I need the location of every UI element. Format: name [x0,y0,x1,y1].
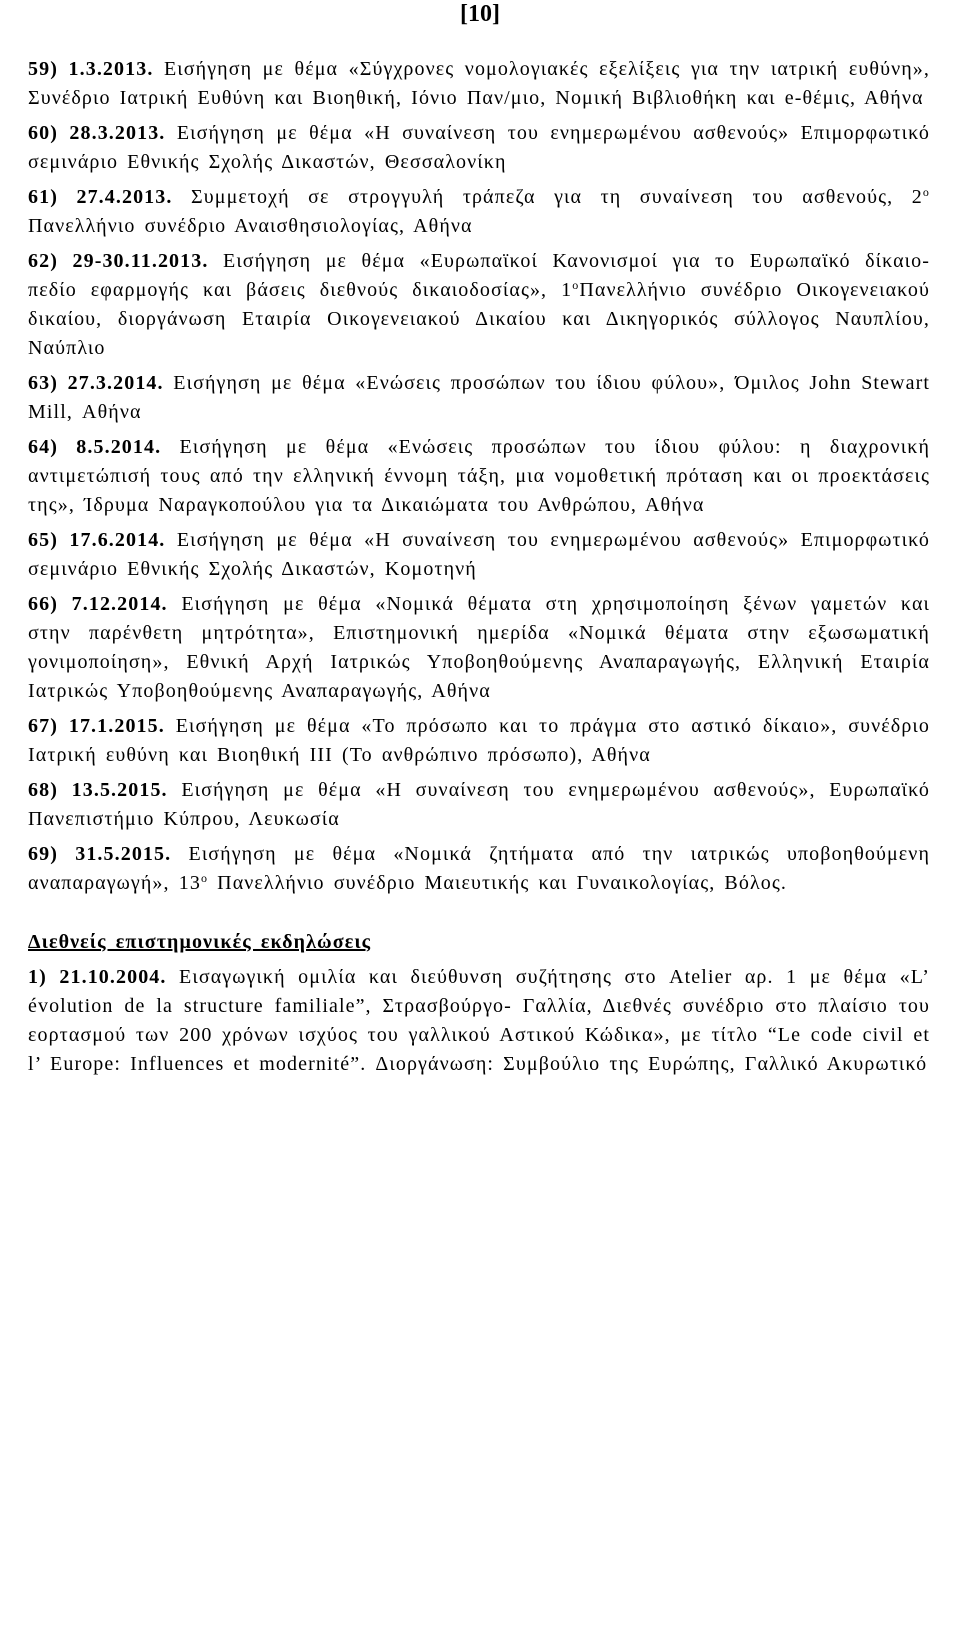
entry-number: 69) [28,843,58,865]
entry-number: 1) [28,966,47,988]
international-entry-1 [28,963,930,1079]
section-heading-international: Διεθνείς επιστημονικές εκδηλώσεις [28,931,372,953]
entry-text: Εισήγηση με θέμα «Νομικά ζητήματα από την ιατρικώς υποβοηθούμενη αναπαραγωγή», 13 [28,843,930,894]
entry-date: 8.5.2014. [76,436,162,458]
entry-text: Εισήγηση με θέμα «Ενώσεις προσώπων του ίδιου φύλου», Όμιλος John Stewart Mill, Αθήνα [28,372,930,423]
entry-number: 65) [28,529,58,551]
lecture-entry-65 [28,526,930,584]
lecture-entry-66 [28,590,930,706]
lecture-entry-69 [28,840,930,898]
entry-date: 28.3.2013. [69,122,166,144]
entry-number: 60) [28,122,58,144]
entry-text: Εισήγηση με θέμα «Η συναίνεση του ενημερωμένου ασθενούς», Ευρωπαϊκό Πανεπιστήμιο Κύπρου, Λευκωσία [28,779,930,830]
ordinal-superscript: ο [572,278,580,292]
lecture-entry-64 [28,433,930,520]
entry-date: 17.1.2015. [68,715,165,737]
ordinal-superscript: ο [200,871,209,885]
entry-text: Εισήγηση με θέμα «Η συναίνεση του ενημερωμένου ασθενούς» Επιμορφωτικό σεμινάριο Εθνικής Σχολής Δικαστών, Θεσσαλονίκη [28,122,930,173]
entry-date: 1.3.2013. [68,58,154,80]
lecture-entry-62 [28,247,930,363]
entry-text-continued: Πανελλήνιο συνέδριο Μαιευτικής και Γυναικολογίας, Βόλος. [208,872,787,894]
page-number: [10] [460,1,500,27]
entry-number: 64) [28,436,58,458]
entry-text: Εισήγηση με θέμα «Νομικά θέματα στη χρησιμοποίηση ξένων γαμετών και στην παρένθετη μητρότητα», Επιστημονική ημερίδα «Νομικά θέματα στην εξωσωματική γονιμοποίηση», Εθνική Αρχή Ιατρικώς Υποβοηθούμενης Αναπαραγωγής, Ελληνική Εταιρία Ιατρικώς Υποβοηθούμενης Αναπαραγωγής, Αθήνα [28,593,930,702]
ordinal-superscript: ο [922,185,930,199]
document-body [28,55,930,1079]
lecture-entry-59 [28,55,930,113]
entry-number: 67) [28,715,58,737]
lecture-entry-68 [28,776,930,834]
lecture-entry-60 [28,119,930,177]
entry-text: Εισήγηση με θέμα «Το πρόσωπο και το πράγμα στο αστικό δίκαιο», συνέδριο Ιατρική ευθύνη και Βιοηθική ΙΙΙ (Το ανθρώπινο πρόσωπο), Αθήνα [28,715,930,766]
entry-date: 13.5.2015. [71,779,168,801]
entry-text: Εισήγηση με θέμα «Η συναίνεση του ενημερωμένου ασθενούς» Επιμορφωτικό σεμινάριο Εθνικής Σχολής Δικαστών, Κομοτηνή [28,529,930,580]
entry-text: Συμμετοχή σε στρογγυλή τράπεζα για τη συναίνεση του ασθενούς, 2 [191,186,923,208]
entry-text-continued: Πανελλήνιο συνέδριο Οικογενειακού δικαίου, διοργάνωση Εταιρία Οικογενειακού Δικαίου και Δικηγορικός σύλλογος Ναυπλίου, Ναύπλιο [28,279,931,359]
lecture-entry-63 [28,369,930,427]
entry-date: 31.5.2015. [75,843,172,865]
lecture-entry-67 [28,712,930,770]
entry-date: 27.3.2014. [67,372,164,394]
entry-text-continued: Πανελλήνιο συνέδριο Αναισθησιολογίας, Αθήνα [28,215,473,237]
entry-number: 59) [28,58,58,80]
entry-number: 61) [28,186,58,208]
entry-text: Εισαγωγική ομιλία και διεύθυνση συζήτησης στο Atelier αρ. 1 με θέμα «L’ évolution de la structure familiale”, Στρασβούργο- Γαλλία, Διεθνές συνέδριο στο πλαίσιο του εορτασμού των 200 χρόνων ισχύος του γαλλικού Αστικού Κώδικα», με τίτλο “Le code civil et l’ Europe: Influences et modernité”. Διοργάνωση: Συμβούλιο της Ευρώπης, Γαλλικό Ακυρωτικό [28,966,930,1075]
entry-date: 29-30.11.2013. [72,250,209,272]
entry-date: 17.6.2014. [69,529,166,551]
entry-date: 7.12.2014. [71,593,168,615]
lecture-entry-61 [28,183,930,241]
entry-text: Εισήγηση με θέμα «Ενώσεις προσώπων του ίδιου φύλου: η διαχρονική αντιμετώπισή τους από την ελληνική έννομη τάξη, μια νομοθετική πρόταση και οι προεκτάσεις της», Ίδρυμα Ναραγκοπούλου για τα Δικαιώματα του Ανθρώπου, Αθήνα [28,436,930,516]
entry-date: 27.4.2013. [76,186,173,208]
entry-number: 63) [28,372,58,394]
entry-date: 21.10.2004. [59,966,167,988]
entry-text: Εισήγηση με θέμα «Σύγχρονες νομολογιακές εξελίξεις για την ιατρική ευθύνη», Συνέδριο Ιατρική Ευθύνη και Βιοηθική, Ιόνιο Παν/μιο, Νομική Βιβλιοθήκη και e-θέμις, Αθήνα [28,58,930,109]
entry-number: 68) [28,779,58,801]
entry-number: 62) [28,250,58,272]
entry-text: Εισήγηση με θέμα «Ευρωπαϊκοί Κανονισμοί για το Ευρωπαϊκό δίκαιο- πεδίο εφαρμογής και βάσεις διεθνούς δικαιοδοσίας», 1 [28,250,931,301]
entry-number: 66) [28,593,58,615]
